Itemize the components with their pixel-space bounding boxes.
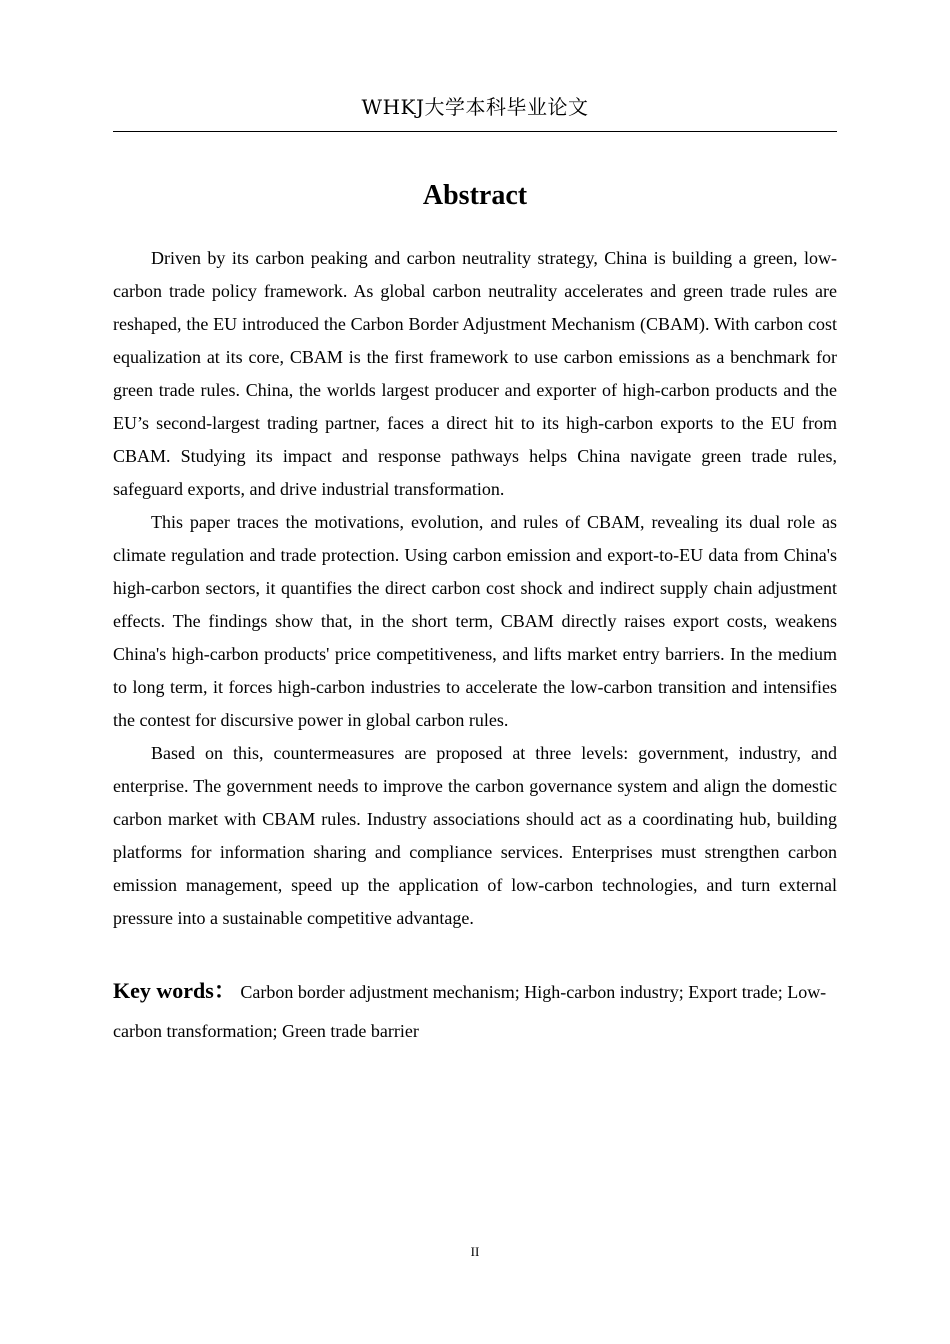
running-header: WHKJ大学本科毕业论文: [361, 95, 589, 119]
abstract-paragraph-3: Based on this, countermeasures are proposed at three levels: government, industry, and enterprise. The government needs to improve the carbon governance system and align the domestic carbon market with CBAM rules. Industry associations should act as a coordinating hub, building platforms for information sharing and compliance services. Enterprises must strengthen carbon emission management, speed up the application of low-carbon technologies, and turn external pressure into a sustainable competitive advantage.: [113, 743, 837, 928]
keywords-text: Carbon border adjustment mechanism; High-carbon industry; Export trade; Low-carbon transformation; Green trade barrier: [113, 982, 827, 1041]
abstract-title: Abstract: [422, 180, 528, 211]
header-rule: [113, 131, 837, 132]
keywords-label: Key words：: [113, 978, 236, 1003]
abstract-paragraph-1: Driven by its carbon peaking and carbon neutrality strategy, China is building a green, low-carbon trade policy framework. As global carbon neutrality accelerates and green trade rules are reshaped, the EU introduced the Carbon Border Adjustment Mechanism (CBAM). With carbon cost equalization at its core, CBAM is the first framework to use carbon emissions as a benchmark for green trade rules. China, the worlds largest producer and exporter of high-carbon products and the EU’s second-largest trading partner, faces a direct hit to its high-carbon exports to the EU from CBAM. Studying its impact and response pathways helps China navigate green trade rules, safeguard exports, and drive industrial transformation.: [113, 248, 837, 499]
keywords: [113, 971, 837, 1051]
abstract-body: [113, 242, 837, 935]
page-number: II: [470, 1244, 480, 1259]
abstract-paragraph-2: This paper traces the motivations, evolution, and rules of CBAM, revealing its dual role as climate regulation and trade protection. Using carbon emission and export-to-EU data from China's high-carbon sectors, it quantifies the direct carbon cost shock and indirect supply chain adjustment effects. The findings show that, in the short term, CBAM directly raises export costs, weakens China's high-carbon products' price competitiveness, and lifts market entry barriers. In the medium to long term, it forces high-carbon industries to accelerate the low-carbon transition and intensifies the contest for discursive power in global carbon rules.: [113, 512, 837, 730]
